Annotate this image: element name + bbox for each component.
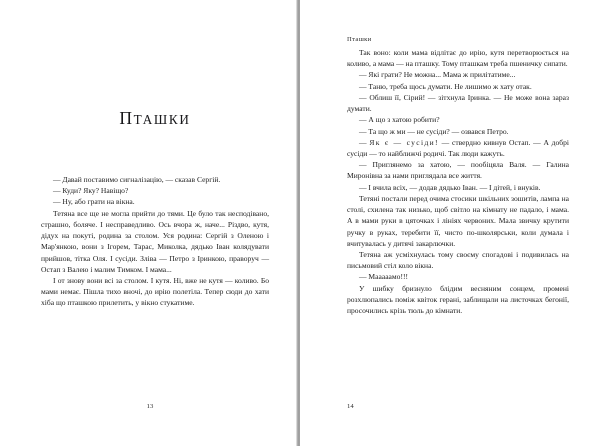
left-page-body — [41, 174, 269, 309]
tracked-emphasis-text: Як є — сусіди! — [369, 137, 439, 147]
right-page — [300, 0, 600, 446]
paragraph: Тетяна аж усміхнулась тому своєму спогадові і подивилась на письмовий стіл коло вікна. — [347, 249, 569, 271]
chapter-title-initial: П — [119, 108, 134, 128]
paragraph: — А що з хатою робити? — [359, 115, 440, 125]
paragraph: — Приглянемо за хатою, — пообіцяла Валя. — Галина Миронівна за нами приглядала все життя. — [347, 160, 569, 181]
paragraph: Тетяна все ще не могла прийти до тями. Це було так несподівано, страшно, боляче. І несправедливо. Ось вчора ж, наче... Різдво, кутя, дідух на покуті, родина за столом. Уся родина: Сергій з Оленою і Мар'янкою, вони з Ігорем, Тарас, Миколка, дядько Іван колядувати прийшов, тітка Оля. І сусіди. Зліва — Петро з Іринкою, праворуч — Остап з Валею і малим Тимком. І мама... — [41, 208, 269, 274]
right-page-body — [347, 47, 569, 316]
paragraph: Так воно: коли мама відлітає до ирію, кутя перетворюється на коливо, а мама — на пташку. Тому пташкам треба пшеничку сипати. — [347, 48, 569, 69]
paragraph: Тетяні постали перед очима стосики шкільних зошитів, лампа на столі, схилена так низько, щоб світло на кімнату не падало, і мама. А в мами руки в цяточках і лініях червоних. Мала звичку крутити ручку в руках, теребити її, чисто по-школярськи, коли думала і вчитувалась у дитячі закарлючки. — [347, 193, 569, 248]
chapter-title-rest: ТАШКИ — [133, 112, 191, 127]
paragraph: — Облиш її, Сірий! — зітхнула Іринка. — Не може вона зараз думати. — [347, 92, 569, 114]
paragraph: І от знову вони всі за столом. І кутя. Ні, вже не кутя — коливо. Бо мами немає. Пішла тихо вночі, до ирію полетіла. Тепер сюди до хати хіба що пташкою прилетить, у вікно стукатиме. — [41, 275, 269, 308]
paragraph: — Куди? Яку? Навіщо? — [53, 186, 129, 196]
paragraph: — Давай поставимо сигналізацію, — сказав Сергій. — [53, 175, 221, 184]
dialogue-dash: — — [359, 137, 370, 147]
chapter-title — [41, 0, 269, 129]
paragraph: — Які грати? Не можна... Мама ж прилітатиме... — [359, 70, 516, 80]
page-number: 14 — [347, 403, 354, 410]
running-head: Пташки — [347, 36, 372, 43]
paragraph: — Ну, або грати на вікна. — [53, 197, 135, 207]
paragraph-emphasis — [347, 137, 569, 159]
right-page-content — [300, 0, 600, 446]
paragraph: — Мааааамо!!! — [359, 272, 408, 282]
paragraph: — Та що ж ми — не сусіди? — озвався Петро. — [359, 126, 509, 136]
paragraph: — Таню, треба щось думати. Не лишимо ж хату отак. — [359, 81, 532, 91]
page-number: 13 — [146, 403, 154, 410]
paragraph: — І вчила всіх, — додав дядько Іван. — І дітей, і внуків. — [359, 182, 541, 192]
emphasis-paragraph-remainder: — ствердно кивнув Остап. — А добрі сусіди — то найближчі родичі. Так люди кажуть. — [347, 137, 569, 158]
paragraph: У шибку бризнуло блідим весняним сонцем, промені розхлюпались поміж квіток герані, заблищали на листочках бегонії, просочились крізь тюль до кімнати. — [347, 283, 569, 316]
